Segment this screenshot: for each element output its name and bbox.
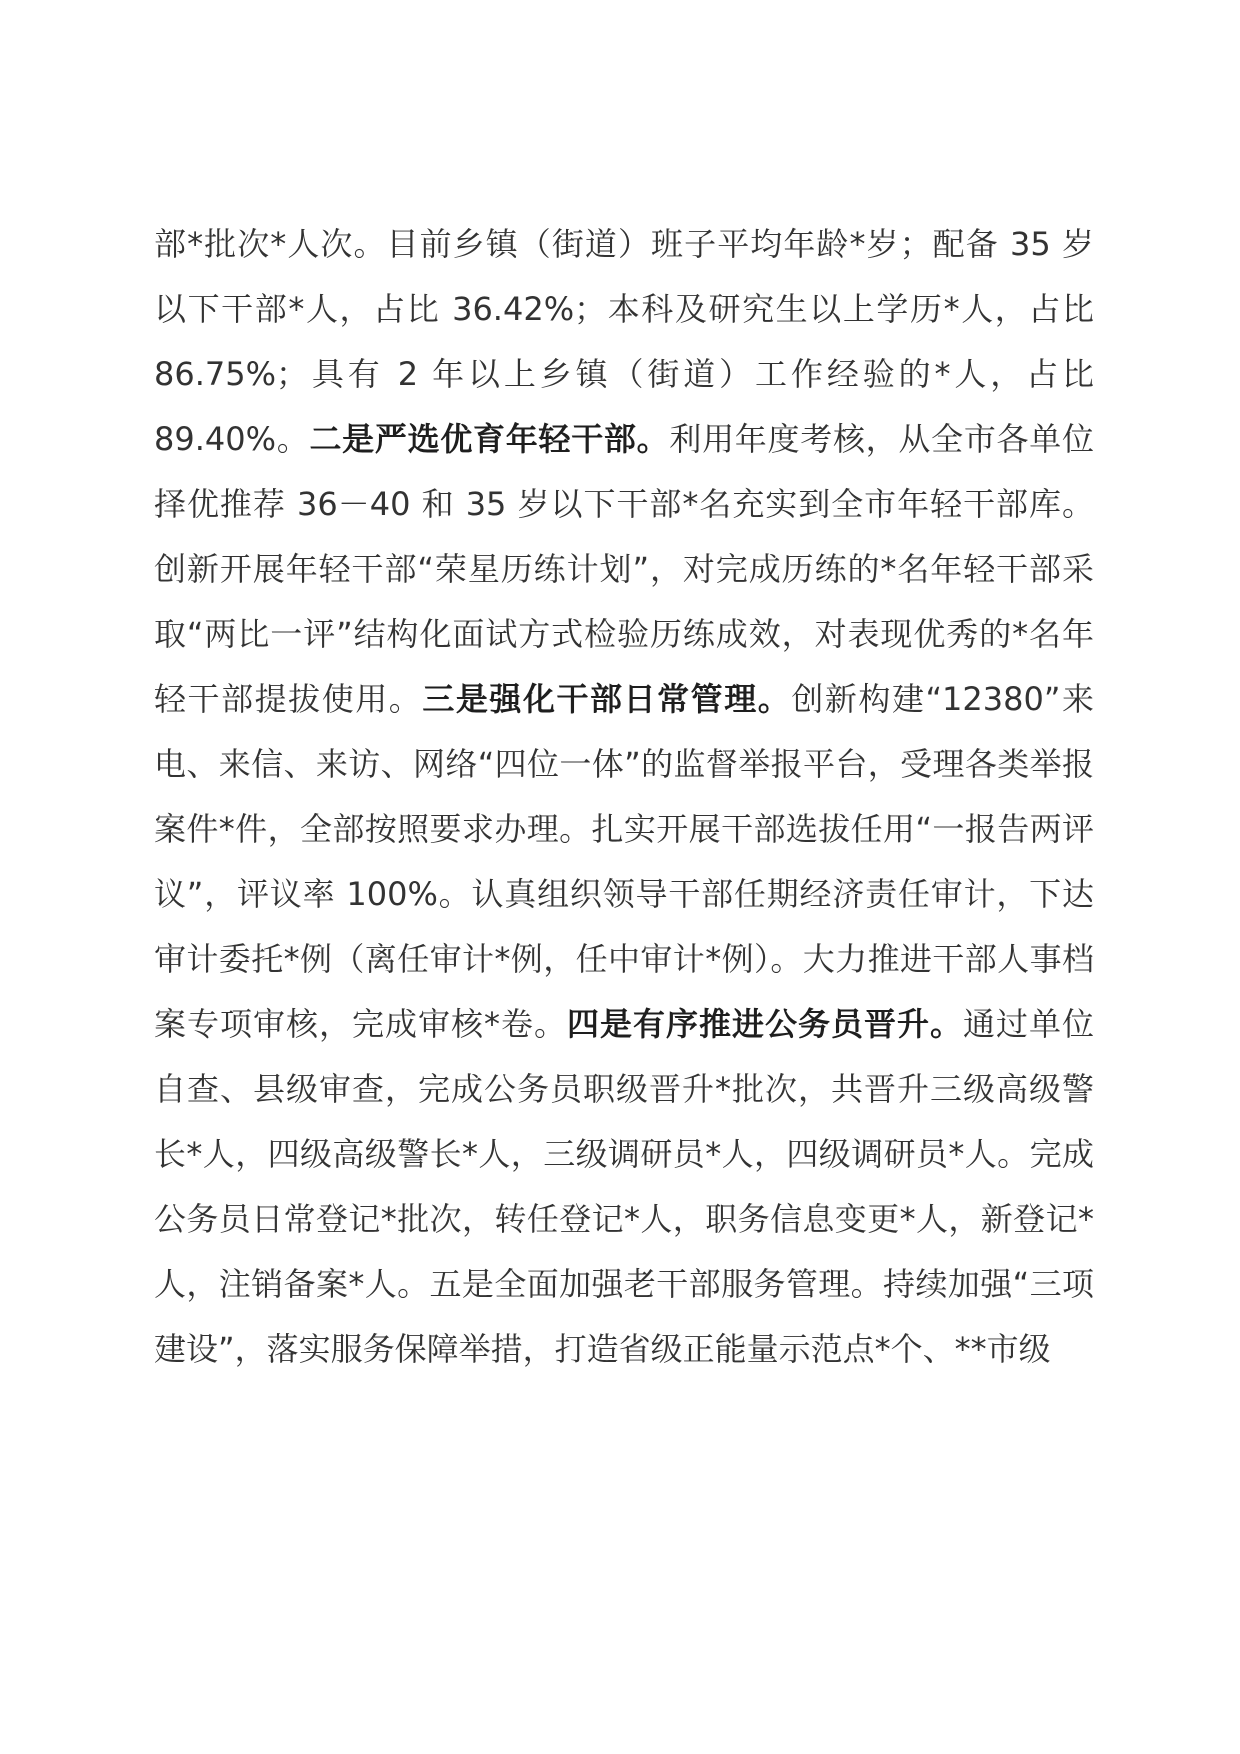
bold-heading: 三是强化干部日常管理。	[422, 680, 792, 718]
text-segment: 利用年度考核，从全市各单位择优推荐 36－40 和 35 岁以下干部*名充实到全市年轻干部库。创新开展年轻干部“荣星历练计划”，对完成历练的*名年轻干部采取“两比一评”结构化面试方式检验历练成效，对表现优秀的*名年轻干部提拔使用。	[154, 420, 1094, 718]
body-paragraph	[154, 212, 1094, 1382]
bold-heading: 四是有序推进公务员晋升。	[566, 1005, 963, 1043]
text-segment: 通过单位自查、县级审查，完成公务员职级晋升*批次，共晋升三级高级警长*人，四级高级警长*人，三级调研员*人，四级调研员*人。完成公务员日常登记*批次，转任登记*人，职务信息变更*人，新登记*人，注销备案*人。五是全面加强老干部服务管理。持续加强“三项建设”，落实服务保障举措，打造省级正能量示范点*个、**市级	[154, 1005, 1094, 1368]
text-segment: 创新构建“12380”来电、来信、来访、网络“四位一体”的监督举报平台，受理各类举报案件*件，全部按照要求办理。扎实开展干部选拔任用“一报告两评议”，评议率 100%。认真组织领导干部任期经济责任审计，下达审计委托*例（离任审计*例，任中审计*例）。大力推进干部人事档案专项审核，完成审核*卷。	[154, 680, 1094, 1043]
bold-heading: 二是严选优育年轻干部。	[309, 420, 670, 458]
text-segment: 部*批次*人次。目前乡镇（街道）班子平均年龄*岁；配备 35 岁以下干部*人，占比 36.42%；本科及研究生以上学历*人，占比 86.75%；具有 2 年以上乡镇（街道）工作经验的*人，占比 89.40%。	[154, 225, 1094, 458]
